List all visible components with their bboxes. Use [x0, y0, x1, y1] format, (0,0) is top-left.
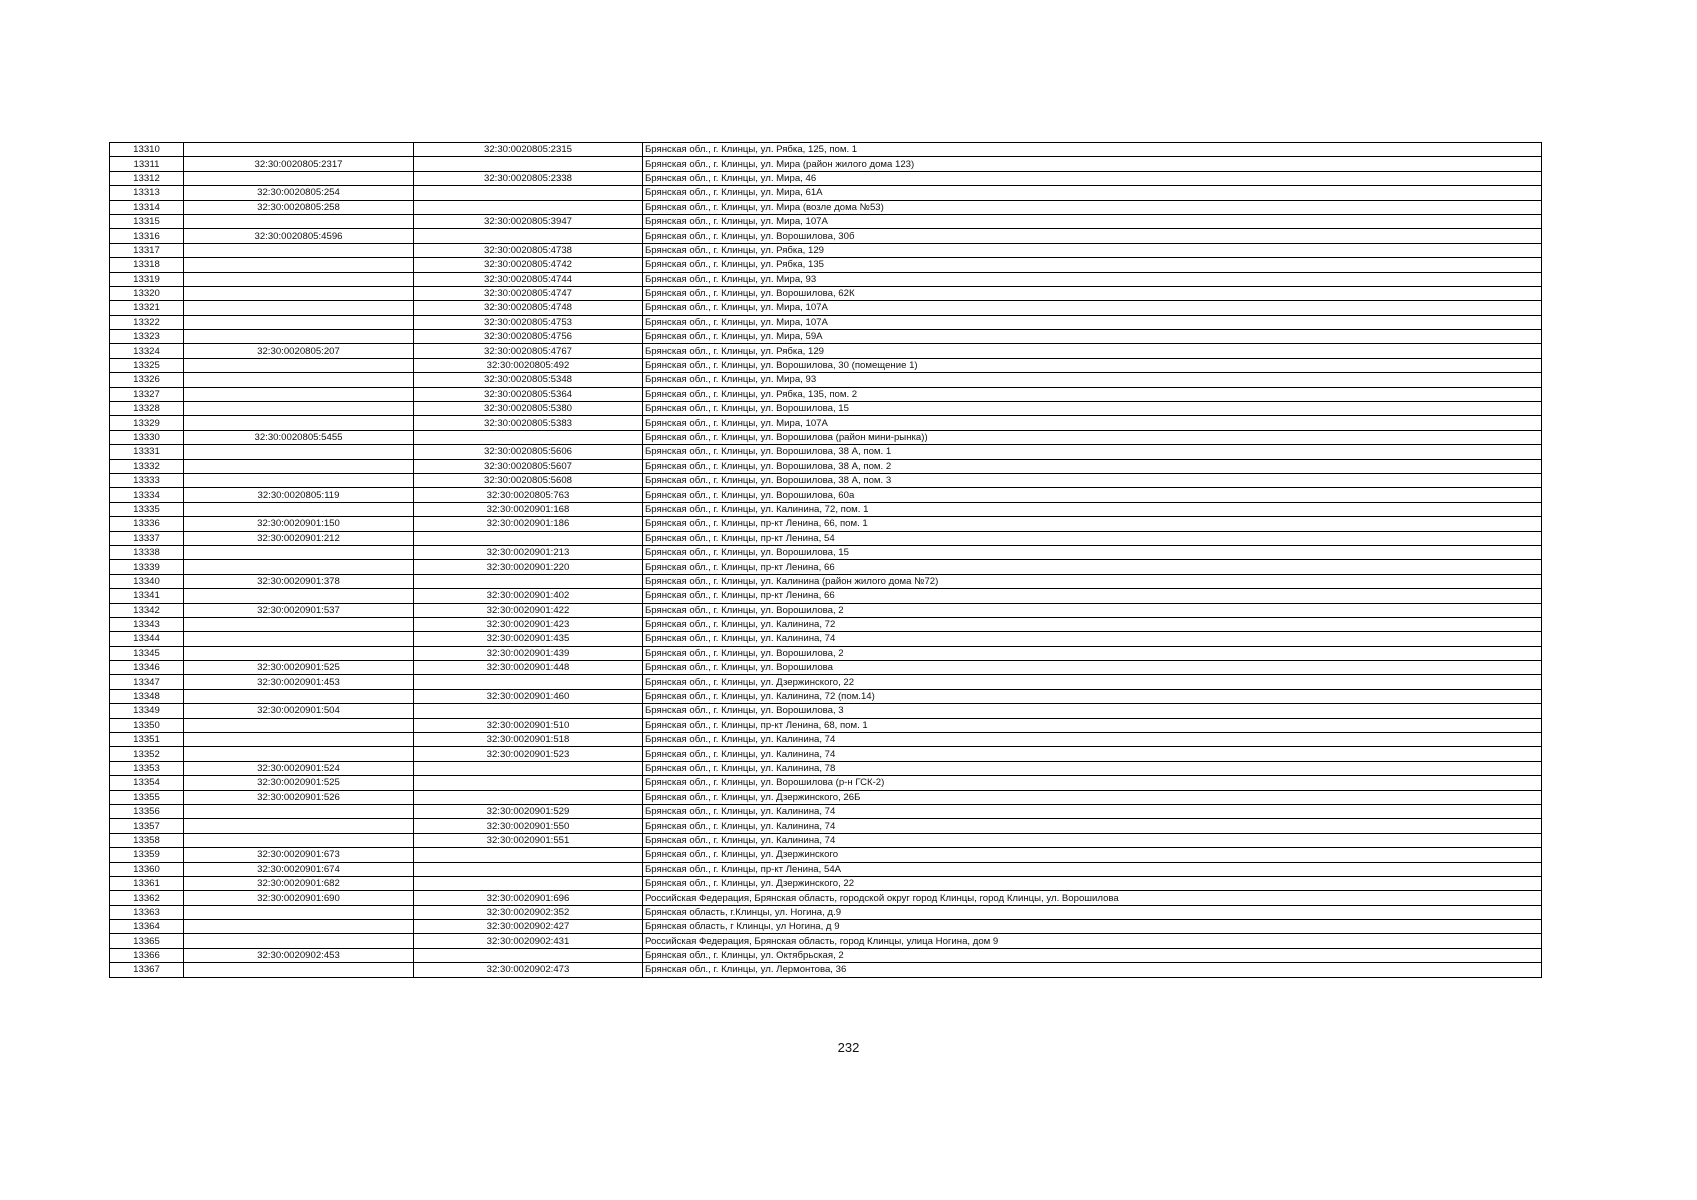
table-row: [110, 689, 1542, 703]
cadastral-number-cell: [184, 315, 414, 329]
table-row: [110, 402, 1542, 416]
row-number-cell: 13324: [110, 344, 184, 358]
row-number-cell: 13352: [110, 747, 184, 761]
row-number-cell: 13325: [110, 358, 184, 372]
cadastral-number-cell: 32:30:0020901:213: [414, 545, 643, 559]
cadastral-number-cell: 32:30:0020901:504: [184, 704, 414, 718]
cadastral-number-cell: 32:30:0020805:5364: [414, 387, 643, 401]
cadastral-number-cell: [184, 747, 414, 761]
cadastral-number-cell: 32:30:0020805:5606: [414, 445, 643, 459]
cadastral-number-cell: 32:30:0020901:460: [414, 689, 643, 703]
cadastral-number-cell: [184, 646, 414, 660]
row-number-cell: 13323: [110, 330, 184, 344]
table-row: [110, 416, 1542, 430]
cadastral-number-cell: [184, 473, 414, 487]
address-cell: Брянская обл., г. Клинцы, ул. Калинина, 72, пом. 1: [643, 502, 1542, 516]
cadastral-number-cell: [184, 819, 414, 833]
table-row: [110, 632, 1542, 646]
row-number-cell: 13312: [110, 171, 184, 185]
cadastral-number-cell: 32:30:0020901:525: [184, 661, 414, 675]
cadastral-number-cell: 32:30:0020805:2338: [414, 171, 643, 185]
cadastral-number-cell: [184, 545, 414, 559]
row-number-cell: 13335: [110, 502, 184, 516]
table-row: [110, 157, 1542, 171]
address-cell: Брянская обл., г. Клинцы, ул. Ворошилова (р-н ГСК-2): [643, 776, 1542, 790]
cadastral-number-cell: 32:30:0020901:518: [414, 733, 643, 747]
table-row: [110, 776, 1542, 790]
row-number-cell: 13328: [110, 402, 184, 416]
cadastral-number-cell: 32:30:0020901:682: [184, 876, 414, 890]
table-row: [110, 876, 1542, 890]
table-row: [110, 473, 1542, 487]
table-row: [110, 905, 1542, 919]
address-cell: Брянская обл., г. Клинцы, ул. Рябка, 135: [643, 258, 1542, 272]
row-number-cell: 13337: [110, 531, 184, 545]
address-cell: Брянская обл., г. Клинцы, ул. Мира (район жилого дома 123): [643, 157, 1542, 171]
table-row: [110, 315, 1542, 329]
table-row: [110, 214, 1542, 228]
cadastral-number-cell: 32:30:0020805:4742: [414, 258, 643, 272]
cadastral-number-cell: 32:30:0020805:5455: [184, 430, 414, 444]
cadastral-number-cell: [414, 574, 643, 588]
address-cell: Брянская обл., г. Клинцы, ул. Ворошилова, 2: [643, 646, 1542, 660]
table-row: [110, 531, 1542, 545]
address-cell: Российская Федерация, Брянская область, город Клинцы, улица Ногина, дом 9: [643, 934, 1542, 948]
cadastral-number-cell: [414, 200, 643, 214]
table-row: [110, 891, 1542, 905]
row-number-cell: 13366: [110, 948, 184, 962]
address-cell: Брянская обл., г. Клинцы, ул. Калинина, 74: [643, 804, 1542, 818]
row-number-cell: 13345: [110, 646, 184, 660]
cadastral-number-cell: 32:30:0020901:422: [414, 603, 643, 617]
cadastral-number-cell: 32:30:0020805:5608: [414, 473, 643, 487]
row-number-cell: 13339: [110, 560, 184, 574]
table-row: [110, 545, 1542, 559]
row-number-cell: 13315: [110, 214, 184, 228]
cadastral-number-cell: [184, 560, 414, 574]
row-number-cell: 13359: [110, 848, 184, 862]
row-number-cell: 13336: [110, 517, 184, 531]
row-number-cell: 13338: [110, 545, 184, 559]
table-row: [110, 862, 1542, 876]
table-row: [110, 646, 1542, 660]
address-cell: Брянская обл., г. Клинцы, ул. Рябка, 129: [643, 243, 1542, 257]
cadastral-number-cell: 32:30:0020901:529: [414, 804, 643, 818]
address-cell: Брянская обл., г. Клинцы, ул. Мира, 93: [643, 272, 1542, 286]
cadastral-number-cell: 32:30:0020805:4747: [414, 286, 643, 300]
address-cell: Брянская обл., г. Клинцы, ул. Ворошилова (район мини-рынка)): [643, 430, 1542, 444]
table-row: [110, 833, 1542, 847]
address-cell: Брянская обл., г. Клинцы, ул. Лермонтова, 36: [643, 963, 1542, 977]
row-number-cell: 13367: [110, 963, 184, 977]
table-row: [110, 733, 1542, 747]
row-number-cell: 13318: [110, 258, 184, 272]
address-cell: Брянская обл., г. Клинцы, пр-кт Ленина, 54: [643, 531, 1542, 545]
registry-table-body: [110, 143, 1542, 978]
address-cell: Брянская обл., г. Клинцы, ул. Ворошилова, 38 А, пом. 1: [643, 445, 1542, 459]
table-row: [110, 502, 1542, 516]
address-cell: Брянская обл., г. Клинцы, ул. Рябка, 125, пом. 1: [643, 143, 1542, 157]
cadastral-number-cell: [184, 358, 414, 372]
row-number-cell: 13349: [110, 704, 184, 718]
cadastral-number-cell: [184, 387, 414, 401]
table-row: [110, 920, 1542, 934]
cadastral-number-cell: 32:30:0020805:5607: [414, 459, 643, 473]
address-cell: Брянская обл., г. Клинцы, пр-кт Ленина, 68, пом. 1: [643, 718, 1542, 732]
table-row: [110, 963, 1542, 977]
cadastral-number-cell: [414, 229, 643, 243]
row-number-cell: 13340: [110, 574, 184, 588]
cadastral-number-cell: 32:30:0020901:524: [184, 761, 414, 775]
row-number-cell: 13347: [110, 675, 184, 689]
row-number-cell: 13313: [110, 186, 184, 200]
table-row: [110, 459, 1542, 473]
table-row: [110, 488, 1542, 502]
address-cell: Брянская обл., г. Клинцы, ул. Дзержинского, 22: [643, 876, 1542, 890]
row-number-cell: 13317: [110, 243, 184, 257]
cadastral-number-cell: 32:30:0020805:254: [184, 186, 414, 200]
table-row: [110, 200, 1542, 214]
address-cell: Брянская обл., г. Клинцы, пр-кт Ленина, 66: [643, 560, 1542, 574]
address-cell: Брянская обл., г. Клинцы, ул. Мира, 107А: [643, 416, 1542, 430]
cadastral-number-cell: [414, 862, 643, 876]
table-row: [110, 171, 1542, 185]
table-row: [110, 387, 1542, 401]
row-number-cell: 13330: [110, 430, 184, 444]
table-row: [110, 675, 1542, 689]
cadastral-number-cell: 32:30:0020901:378: [184, 574, 414, 588]
table-row: [110, 344, 1542, 358]
cadastral-number-cell: 32:30:0020901:690: [184, 891, 414, 905]
address-cell: Брянская обл., г. Клинцы, ул. Дзержинского, 22: [643, 675, 1542, 689]
row-number-cell: 13333: [110, 473, 184, 487]
cadastral-number-cell: 32:30:0020805:492: [414, 358, 643, 372]
address-cell: Брянская обл., г. Клинцы, ул. Калинина, 74: [643, 833, 1542, 847]
row-number-cell: 13348: [110, 689, 184, 703]
table-row: [110, 718, 1542, 732]
table-row: [110, 819, 1542, 833]
cadastral-number-cell: 32:30:0020805:4748: [414, 301, 643, 315]
row-number-cell: 13311: [110, 157, 184, 171]
table-row: [110, 517, 1542, 531]
cadastral-number-cell: [184, 905, 414, 919]
address-cell: Брянская обл., г. Клинцы, ул. Мира, 93: [643, 373, 1542, 387]
row-number-cell: 13326: [110, 373, 184, 387]
registry-table: [109, 142, 1542, 978]
cadastral-number-cell: [184, 301, 414, 315]
cadastral-number-cell: [414, 790, 643, 804]
cadastral-number-cell: [184, 833, 414, 847]
address-cell: Брянская обл., г. Клинцы, ул. Мира, 107А: [643, 315, 1542, 329]
cadastral-number-cell: 32:30:0020901:448: [414, 661, 643, 675]
row-number-cell: 13354: [110, 776, 184, 790]
table-row: [110, 948, 1542, 962]
table-row: [110, 574, 1542, 588]
address-cell: Брянская обл., г. Клинцы, ул. Мира, 46: [643, 171, 1542, 185]
address-cell: Брянская обл., г. Клинцы, ул. Мира (возле дома №53): [643, 200, 1542, 214]
row-number-cell: 13346: [110, 661, 184, 675]
table-row: [110, 301, 1542, 315]
cadastral-number-cell: [184, 934, 414, 948]
row-number-cell: 13358: [110, 833, 184, 847]
cadastral-number-cell: 32:30:0020901:537: [184, 603, 414, 617]
row-number-cell: 13331: [110, 445, 184, 459]
address-cell: Российская Федерация, Брянская область, городской округ город Клинцы, город Клинцы, ул. Ворошилова: [643, 891, 1542, 905]
address-cell: Брянская обл., г. Клинцы, ул. Мира, 107А: [643, 301, 1542, 315]
address-cell: Брянская область, г.Клинцы, ул. Ногина, д.9: [643, 905, 1542, 919]
table-row: [110, 358, 1542, 372]
table-row: [110, 848, 1542, 862]
cadastral-number-cell: 32:30:0020901:523: [414, 747, 643, 761]
table-row: [110, 243, 1542, 257]
address-cell: Брянская обл., г. Клинцы, ул. Мира, 61А: [643, 186, 1542, 200]
cadastral-number-cell: 32:30:0020805:4767: [414, 344, 643, 358]
row-number-cell: 13332: [110, 459, 184, 473]
cadastral-number-cell: 32:30:0020805:5383: [414, 416, 643, 430]
cadastral-number-cell: 32:30:0020902:352: [414, 905, 643, 919]
cadastral-number-cell: 32:30:0020901:402: [414, 589, 643, 603]
row-number-cell: 13322: [110, 315, 184, 329]
cadastral-number-cell: 32:30:0020901:673: [184, 848, 414, 862]
cadastral-number-cell: 32:30:0020902:453: [184, 948, 414, 962]
cadastral-number-cell: [184, 718, 414, 732]
row-number-cell: 13355: [110, 790, 184, 804]
row-number-cell: 13363: [110, 905, 184, 919]
table-row: [110, 661, 1542, 675]
cadastral-number-cell: 32:30:0020805:4756: [414, 330, 643, 344]
cadastral-number-cell: [414, 776, 643, 790]
cadastral-number-cell: 32:30:0020901:150: [184, 517, 414, 531]
cadastral-number-cell: [184, 617, 414, 631]
row-number-cell: 13362: [110, 891, 184, 905]
cadastral-number-cell: [184, 733, 414, 747]
cadastral-number-cell: 32:30:0020805:4744: [414, 272, 643, 286]
table-row: [110, 229, 1542, 243]
address-cell: Брянская обл., г. Клинцы, ул. Ворошилова, 2: [643, 603, 1542, 617]
row-number-cell: 13329: [110, 416, 184, 430]
cadastral-number-cell: [184, 416, 414, 430]
cadastral-number-cell: [184, 373, 414, 387]
row-number-cell: 13316: [110, 229, 184, 243]
cadastral-number-cell: [184, 689, 414, 703]
table-row: [110, 330, 1542, 344]
row-number-cell: 13351: [110, 733, 184, 747]
cadastral-number-cell: [184, 243, 414, 257]
cadastral-number-cell: [184, 502, 414, 516]
cadastral-number-cell: [184, 459, 414, 473]
row-number-cell: 13344: [110, 632, 184, 646]
address-cell: Брянская область, г Клинцы, ул Ногина, д 9: [643, 920, 1542, 934]
cadastral-number-cell: 32:30:0020902:431: [414, 934, 643, 948]
table-row: [110, 790, 1542, 804]
page-number: 232: [837, 1040, 860, 1055]
address-cell: Брянская обл., г. Клинцы, ул. Калинина, 74: [643, 733, 1542, 747]
cadastral-number-cell: [184, 589, 414, 603]
cadastral-number-cell: 32:30:0020901:550: [414, 819, 643, 833]
cadastral-number-cell: 32:30:0020805:763: [414, 488, 643, 502]
row-number-cell: 13327: [110, 387, 184, 401]
table-row: [110, 445, 1542, 459]
address-cell: Брянская обл., г. Клинцы, ул. Ворошилова, 30б: [643, 229, 1542, 243]
cadastral-number-cell: 32:30:0020805:5380: [414, 402, 643, 416]
table-row: [110, 617, 1542, 631]
cadastral-number-cell: 32:30:0020805:119: [184, 488, 414, 502]
cadastral-number-cell: 32:30:0020805:4738: [414, 243, 643, 257]
cadastral-number-cell: [414, 848, 643, 862]
table-row: [110, 934, 1542, 948]
cadastral-number-cell: [184, 632, 414, 646]
cadastral-number-cell: [184, 286, 414, 300]
row-number-cell: 13334: [110, 488, 184, 502]
table-row: [110, 258, 1542, 272]
row-number-cell: 13341: [110, 589, 184, 603]
cadastral-number-cell: [184, 330, 414, 344]
cadastral-number-cell: [184, 171, 414, 185]
cadastral-number-cell: 32:30:0020805:4753: [414, 315, 643, 329]
cadastral-number-cell: [184, 445, 414, 459]
row-number-cell: 13342: [110, 603, 184, 617]
cadastral-number-cell: 32:30:0020901:220: [414, 560, 643, 574]
address-cell: Брянская обл., г. Клинцы, ул. Калинина, 78: [643, 761, 1542, 775]
address-cell: Брянская обл., г. Клинцы, ул. Калинина (район жилого дома №72): [643, 574, 1542, 588]
address-cell: Брянская обл., г. Клинцы, пр-кт Ленина, 54А: [643, 862, 1542, 876]
row-number-cell: 13365: [110, 934, 184, 948]
cadastral-number-cell: 32:30:0020901:212: [184, 531, 414, 545]
cadastral-number-cell: 32:30:0020805:4596: [184, 229, 414, 243]
cadastral-number-cell: 32:30:0020902:427: [414, 920, 643, 934]
address-cell: Брянская обл., г. Клинцы, пр-кт Ленина, 66: [643, 589, 1542, 603]
row-number-cell: 13321: [110, 301, 184, 315]
row-number-cell: 13356: [110, 804, 184, 818]
table-row: [110, 589, 1542, 603]
address-cell: Брянская обл., г. Клинцы, ул. Калинина, 74: [643, 632, 1542, 646]
address-cell: Брянская обл., г. Клинцы, ул. Ворошилова, 3: [643, 704, 1542, 718]
row-number-cell: 13319: [110, 272, 184, 286]
cadastral-number-cell: 32:30:0020901:423: [414, 617, 643, 631]
cadastral-number-cell: [414, 157, 643, 171]
address-cell: Брянская обл., г. Клинцы, ул. Ворошилова, 15: [643, 402, 1542, 416]
address-cell: Брянская обл., г. Клинцы, ул. Калинина, 72: [643, 617, 1542, 631]
row-number-cell: 13353: [110, 761, 184, 775]
row-number-cell: 13310: [110, 143, 184, 157]
address-cell: Брянская обл., г. Клинцы, ул. Мира, 59А: [643, 330, 1542, 344]
cadastral-number-cell: 32:30:0020901:525: [184, 776, 414, 790]
address-cell: Брянская обл., г. Клинцы, ул. Калинина, 74: [643, 819, 1542, 833]
address-cell: Брянская обл., г. Клинцы, ул. Ворошилова, 60а: [643, 488, 1542, 502]
cadastral-number-cell: [414, 675, 643, 689]
address-cell: Брянская обл., г. Клинцы, ул. Ворошилова: [643, 661, 1542, 675]
cadastral-number-cell: [414, 531, 643, 545]
address-cell: Брянская обл., г. Клинцы, ул. Ворошилова, 38 А, пом. 2: [643, 459, 1542, 473]
table-row: [110, 430, 1542, 444]
cadastral-number-cell: [414, 761, 643, 775]
row-number-cell: 13360: [110, 862, 184, 876]
cadastral-number-cell: 32:30:0020901:435: [414, 632, 643, 646]
address-cell: Брянская обл., г. Клинцы, ул. Калинина, 74: [643, 747, 1542, 761]
row-number-cell: 13320: [110, 286, 184, 300]
cadastral-number-cell: 32:30:0020901:551: [414, 833, 643, 847]
table-row: [110, 704, 1542, 718]
cadastral-number-cell: 32:30:0020901:453: [184, 675, 414, 689]
cadastral-number-cell: [184, 214, 414, 228]
row-number-cell: 13364: [110, 920, 184, 934]
cadastral-number-cell: 32:30:0020901:696: [414, 891, 643, 905]
table-row: [110, 804, 1542, 818]
cadastral-number-cell: [184, 804, 414, 818]
cadastral-number-cell: 32:30:0020805:258: [184, 200, 414, 214]
table-row: [110, 747, 1542, 761]
cadastral-number-cell: [184, 143, 414, 157]
cadastral-number-cell: [414, 876, 643, 890]
cadastral-number-cell: 32:30:0020805:3947: [414, 214, 643, 228]
cadastral-number-cell: [414, 430, 643, 444]
table-row: [110, 761, 1542, 775]
table-row: [110, 373, 1542, 387]
cadastral-number-cell: 32:30:0020902:473: [414, 963, 643, 977]
cadastral-number-cell: 32:30:0020805:5348: [414, 373, 643, 387]
cadastral-number-cell: 32:30:0020805:207: [184, 344, 414, 358]
cadastral-number-cell: 32:30:0020901:510: [414, 718, 643, 732]
table-row: [110, 272, 1542, 286]
address-cell: Брянская обл., г. Клинцы, пр-кт Ленина, 66, пом. 1: [643, 517, 1542, 531]
cadastral-number-cell: [184, 402, 414, 416]
address-cell: Брянская обл., г. Клинцы, ул. Дзержинского: [643, 848, 1542, 862]
cadastral-number-cell: 32:30:0020805:2317: [184, 157, 414, 171]
table-row: [110, 560, 1542, 574]
address-cell: Брянская обл., г. Клинцы, ул. Рябка, 129: [643, 344, 1542, 358]
row-number-cell: 13350: [110, 718, 184, 732]
cadastral-number-cell: [184, 963, 414, 977]
address-cell: Брянская обл., г. Клинцы, ул. Октябрьская, 2: [643, 948, 1542, 962]
address-cell: Брянская обл., г. Клинцы, ул. Ворошилова, 30 (помещение 1): [643, 358, 1542, 372]
cadastral-number-cell: 32:30:0020901:168: [414, 502, 643, 516]
cadastral-number-cell: 32:30:0020901:439: [414, 646, 643, 660]
table-row: [110, 286, 1542, 300]
cadastral-number-cell: [184, 258, 414, 272]
address-cell: Брянская обл., г. Клинцы, ул. Дзержинского, 26Б: [643, 790, 1542, 804]
cadastral-number-cell: 32:30:0020805:2315: [414, 143, 643, 157]
cadastral-number-cell: [414, 186, 643, 200]
row-number-cell: 13357: [110, 819, 184, 833]
table-row: [110, 143, 1542, 157]
cadastral-number-cell: 32:30:0020901:186: [414, 517, 643, 531]
row-number-cell: 13314: [110, 200, 184, 214]
cadastral-number-cell: [184, 920, 414, 934]
cadastral-number-cell: 32:30:0020901:674: [184, 862, 414, 876]
address-cell: Брянская обл., г. Клинцы, ул. Ворошилова, 38 А, пом. 3: [643, 473, 1542, 487]
cadastral-number-cell: 32:30:0020901:526: [184, 790, 414, 804]
row-number-cell: 13361: [110, 876, 184, 890]
cadastral-number-cell: [184, 272, 414, 286]
address-cell: Брянская обл., г. Клинцы, ул. Ворошилова, 62К: [643, 286, 1542, 300]
address-cell: Брянская обл., г. Клинцы, ул. Рябка, 135, пом. 2: [643, 387, 1542, 401]
cadastral-number-cell: [414, 948, 643, 962]
table-row: [110, 603, 1542, 617]
row-number-cell: 13343: [110, 617, 184, 631]
cadastral-number-cell: [414, 704, 643, 718]
table-row: [110, 186, 1542, 200]
address-cell: Брянская обл., г. Клинцы, ул. Мира, 107А: [643, 214, 1542, 228]
address-cell: Брянская обл., г. Клинцы, ул. Калинина, 72 (пом.14): [643, 689, 1542, 703]
address-cell: Брянская обл., г. Клинцы, ул. Ворошилова, 15: [643, 545, 1542, 559]
